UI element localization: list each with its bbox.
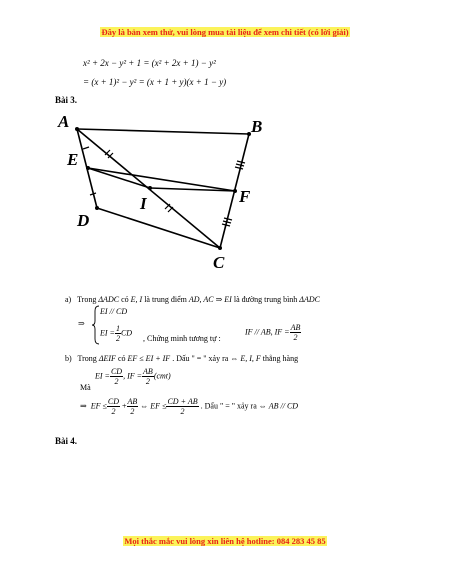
label-c: C xyxy=(213,253,225,272)
segment-ei xyxy=(88,168,150,188)
part-a-arrow: ⇒ xyxy=(78,319,85,328)
part-b-line-3: ⇒ EF ≤ $\frac{CD}{2}$ + $\frac{AB}{2}$ ⇔ EF ≤ $\frac{CD + AB}{2}$ . Dấu " = " xảy ra ⇔ AB // CD xyxy=(80,397,299,416)
part-b-line-1: b) Trong ΔEIF có EF ≤ EI + IF . Dấu " = " xảy ra ⇔ E, I, F thẳng hàng xyxy=(65,354,299,363)
part-b-line-2: EI = $\frac{CD}{2}$ , IF = $\frac{AB}{2}$ (cmt) xyxy=(95,367,171,386)
equation-line-1: x² + 2x − y² + 1 = (x² + 2x + 1) − y² xyxy=(83,58,216,68)
equal-tick-marks xyxy=(83,147,245,226)
label-f: F xyxy=(239,187,251,206)
part-b-ma: Mà xyxy=(80,383,91,392)
system-line-2: EI = $\frac{1}{2}$ CD xyxy=(100,324,133,343)
hotline-notice: Mọi thắc mắc vui lòng xin liên hệ hotline: 084 283 45 85 xyxy=(124,536,326,546)
label-a: A xyxy=(58,112,70,131)
system-brace xyxy=(92,305,100,345)
part-a-result: IF // AB, IF = $\frac{AB}{2}$ xyxy=(245,323,301,342)
segment-ef xyxy=(88,168,235,191)
system-line-1: EI // CD xyxy=(100,307,128,316)
segment-ab xyxy=(77,129,249,134)
label-b: B xyxy=(251,117,263,136)
preview-notice: Đây là bản xem thử, vui lòng mua tài liệu để xem chi tiết (có lời giải) xyxy=(101,27,349,37)
part-a-line-1: a) Trong ΔADC có E, I là trung điểm AD, AC ⇒ EI là đường trung bình ΔADC xyxy=(65,295,320,304)
segment-cd xyxy=(97,208,220,248)
label-e: E xyxy=(67,150,79,169)
label-d: D xyxy=(77,211,90,230)
label-i: I xyxy=(140,194,147,213)
exercise-4-title: Bài 4. xyxy=(55,436,78,446)
equation-line-2: = (x + 1)² − y² = (x + 1 + y)(x + 1 − y) xyxy=(83,77,227,87)
exercise-3-title: Bài 3. xyxy=(55,95,78,105)
similar-proof-text: , Chứng minh tương tự : xyxy=(143,334,221,343)
